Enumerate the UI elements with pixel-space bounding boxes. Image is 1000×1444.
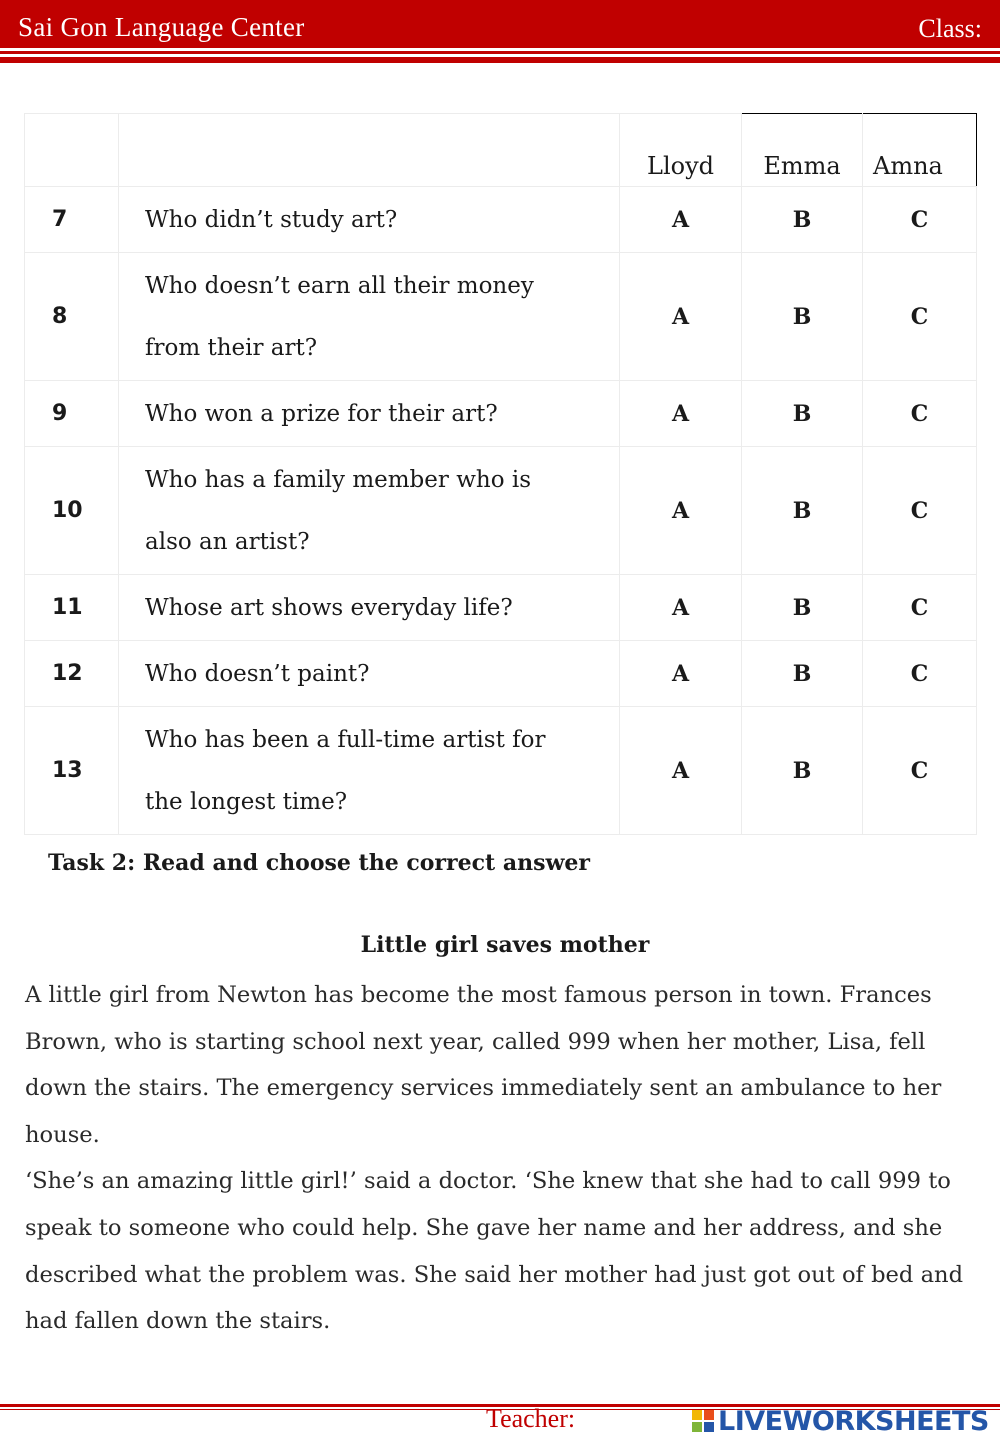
header-cell-empty xyxy=(25,114,119,187)
question-text: Who didn’t study art? xyxy=(119,187,620,253)
option-b[interactable]: B xyxy=(742,707,863,835)
option-c[interactable]: C xyxy=(863,641,977,707)
story-paragraph: ‘She’s an amazing little girl!’ said a doctor. ‘She knew that she had to call 999 to speak to someone who could help. She gave her name and her address, and she described what the problem was. She said her mother had just got out of bed and had fallen down the stairs. xyxy=(25,1168,964,1335)
center-name: Sai Gon Language Center xyxy=(18,12,305,42)
story-text xyxy=(25,972,987,1345)
option-c[interactable]: C xyxy=(863,381,977,447)
option-b[interactable]: B xyxy=(742,187,863,253)
option-c[interactable]: C xyxy=(863,253,977,381)
header-divider xyxy=(0,51,1000,54)
option-c[interactable]: C xyxy=(863,447,977,575)
option-b[interactable]: B xyxy=(742,253,863,381)
question-number: 8 xyxy=(25,253,119,381)
class-label: Class: xyxy=(918,14,982,43)
question-text: Who won a prize for their art? xyxy=(119,381,620,447)
story-paragraph: A little girl from Newton has become the most famous person in town. Frances Brown, who is starting school next year, called 999 when her mother, Lisa, fell down the stairs. The emergency services immediately sent an ambulance to her house. xyxy=(25,982,942,1148)
option-a[interactable]: A xyxy=(620,575,742,641)
option-a[interactable]: A xyxy=(620,707,742,835)
logo-grid-icon xyxy=(692,1410,714,1432)
option-c[interactable]: C xyxy=(863,707,977,835)
question-number: 11 xyxy=(25,575,119,641)
option-b[interactable]: B xyxy=(742,641,863,707)
liveworksheets-logo xyxy=(692,1405,989,1437)
table-row xyxy=(25,575,977,641)
column-amna: Amna xyxy=(863,114,977,187)
task-title: Task 2: Read and choose the correct answer xyxy=(48,850,590,876)
option-a[interactable]: A xyxy=(620,641,742,707)
question-text: Who has a family member who is also an artist? xyxy=(119,447,620,575)
column-lloyd: Lloyd xyxy=(620,114,742,187)
table-header-row xyxy=(25,114,977,187)
table-row xyxy=(25,707,977,835)
header-divider-thick xyxy=(0,57,1000,63)
teacher-label: Teacher: xyxy=(486,1404,576,1433)
question-text: Who doesn’t paint? xyxy=(119,641,620,707)
table-row xyxy=(25,253,977,381)
table-row xyxy=(25,447,977,575)
option-c[interactable]: C xyxy=(863,187,977,253)
table-row xyxy=(25,187,977,253)
option-b[interactable]: B xyxy=(742,381,863,447)
option-a[interactable]: A xyxy=(620,253,742,381)
option-b[interactable]: B xyxy=(742,575,863,641)
question-text: Who has been a full-time artist for the longest time? xyxy=(119,707,620,835)
option-a[interactable]: A xyxy=(620,187,742,253)
question-text: Who doesn’t earn all their money from their art? xyxy=(119,253,620,381)
question-text: Whose art shows everyday life? xyxy=(119,575,620,641)
option-a[interactable]: A xyxy=(620,447,742,575)
question-number: 7 xyxy=(25,187,119,253)
header-cell-empty xyxy=(119,114,620,187)
question-number: 13 xyxy=(25,707,119,835)
column-emma: Emma xyxy=(742,114,863,187)
question-number: 10 xyxy=(25,447,119,575)
table-row xyxy=(25,641,977,707)
story-title: Little girl saves mother xyxy=(360,932,650,958)
option-c[interactable]: C xyxy=(863,575,977,641)
table-row xyxy=(25,381,977,447)
question-number: 12 xyxy=(25,641,119,707)
quiz-table xyxy=(24,113,977,835)
question-number: 9 xyxy=(25,381,119,447)
option-b[interactable]: B xyxy=(742,447,863,575)
brand-name: LIVEWORKSHEETS xyxy=(718,1405,989,1437)
option-a[interactable]: A xyxy=(620,381,742,447)
header-bar xyxy=(0,0,1000,48)
